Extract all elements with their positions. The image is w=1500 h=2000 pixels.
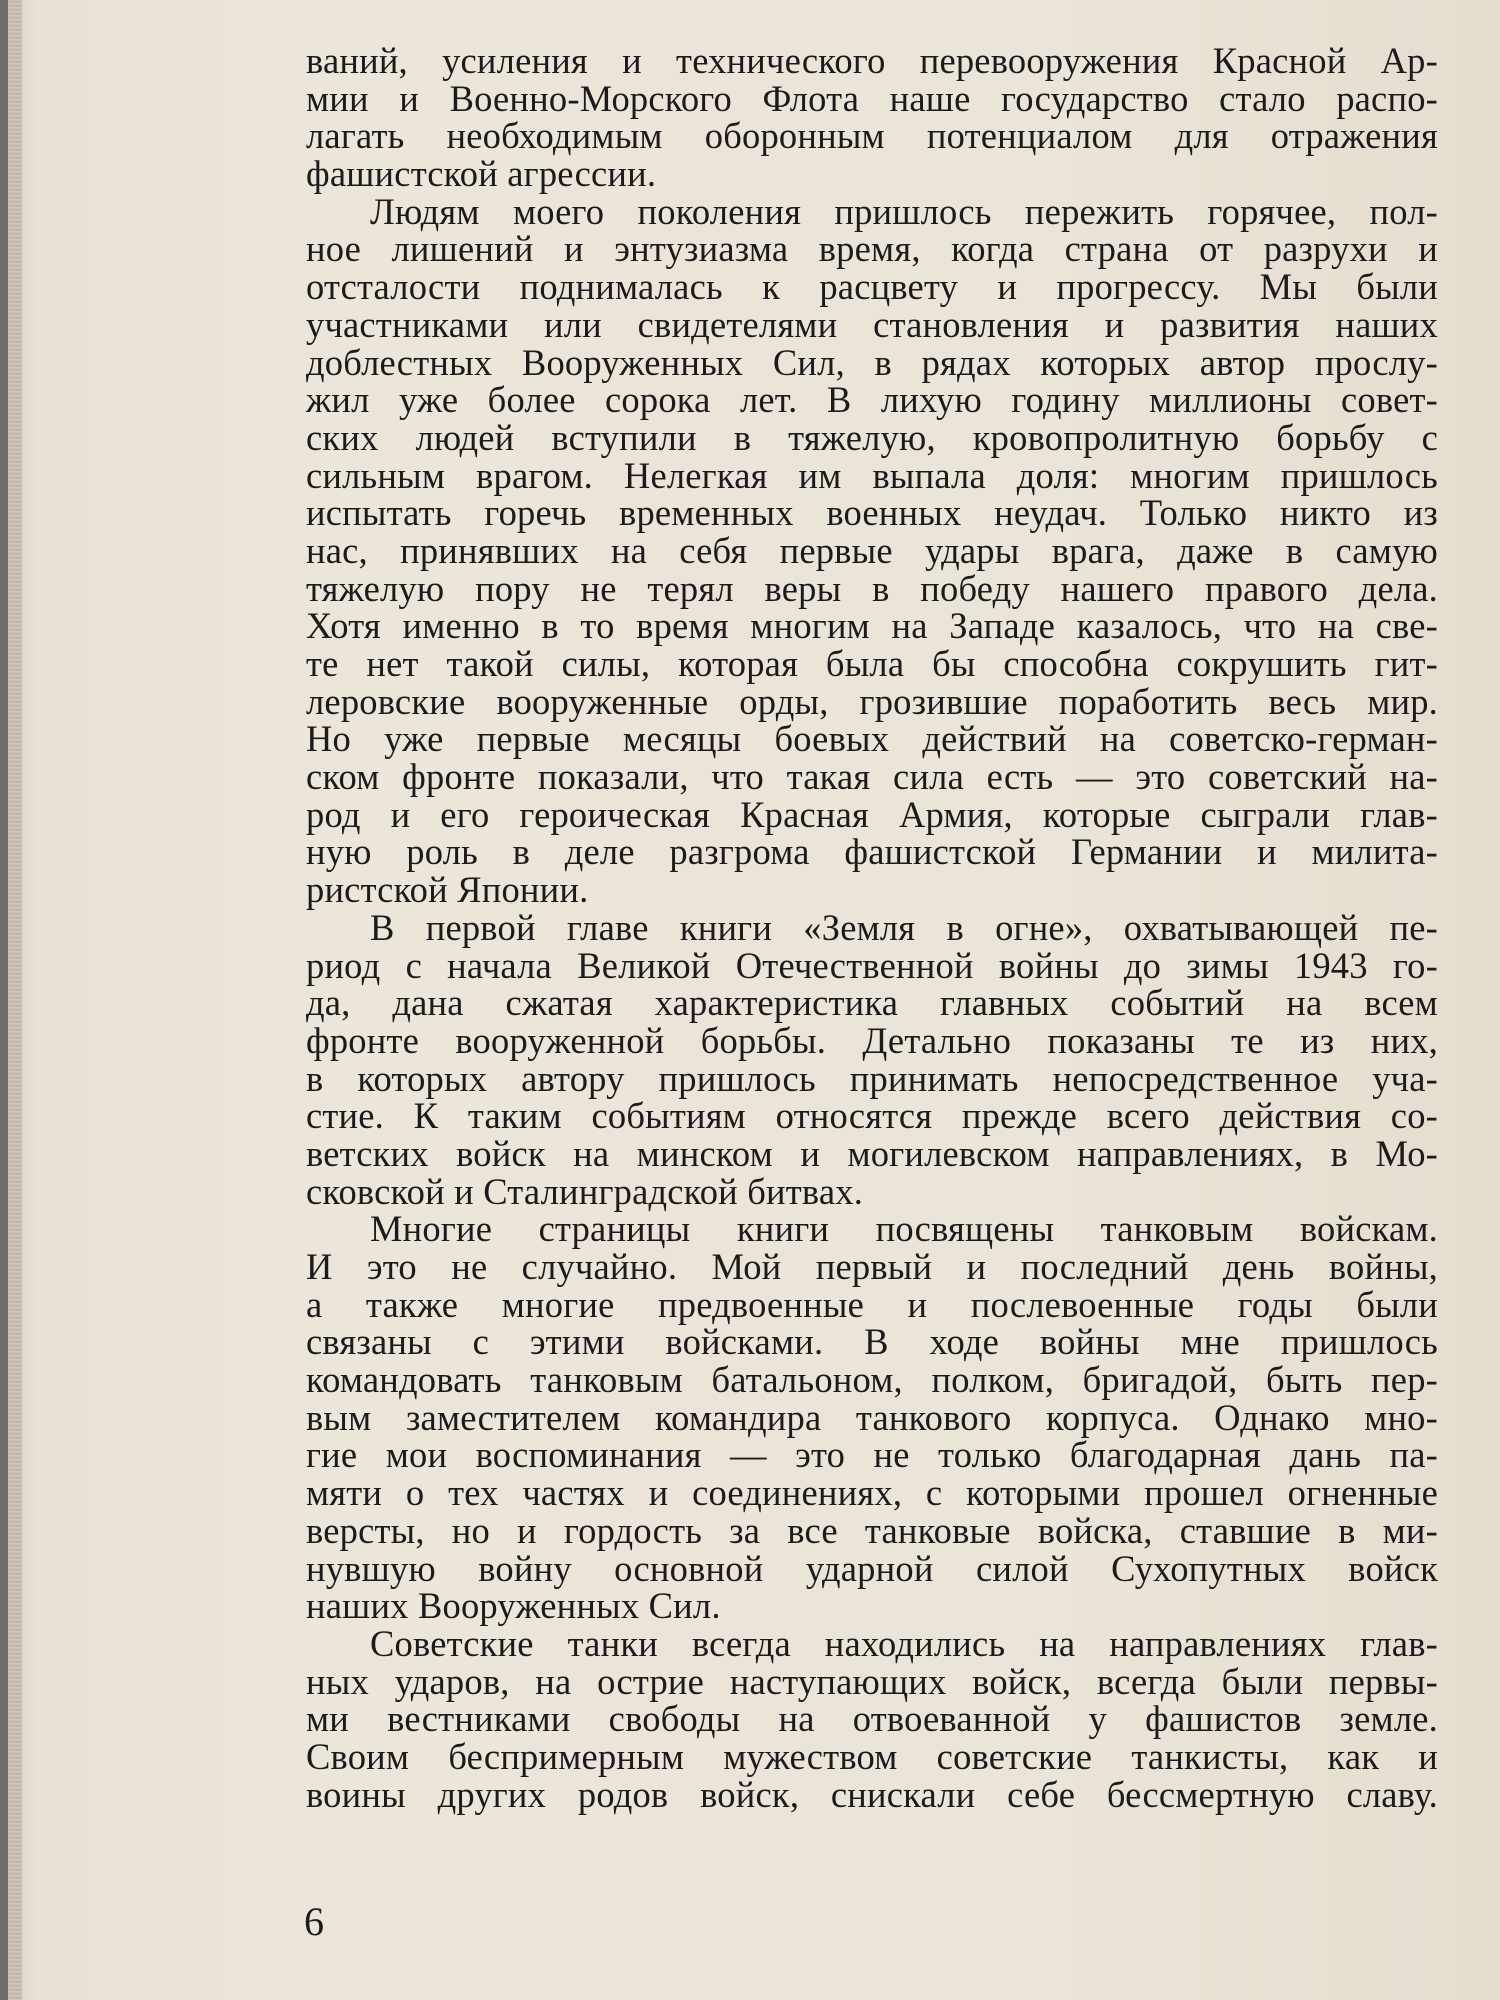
- text-line: Но уже первые месяцы боевых действий на советско-герман-: [306, 718, 1438, 760]
- text-line: ветских войск на минском и могилевском направлениях, в Мо-: [306, 1132, 1438, 1174]
- page-number: 6: [304, 1899, 324, 1944]
- text-line: фронте вооруженной борьбы. Детально показаны те из них,: [306, 1019, 1438, 1061]
- text-line: вым заместителем командира танкового корпуса. Однако мно-: [306, 1396, 1438, 1438]
- text-line: риод с начала Великой Отечественной войны до зимы 1943 го-: [306, 944, 1438, 986]
- text-line: наших Вооруженных Сил.: [306, 1585, 721, 1627]
- text-line: в которых автору пришлось принимать непосредственное уча-: [306, 1057, 1438, 1099]
- text-line: Многие страницы книги посвящены танковым войскам.: [370, 1208, 1438, 1250]
- text-line: Своим беспримерным мужеством советские танкисты, как и: [306, 1735, 1438, 1777]
- text-line: фашистской агрессии.: [306, 153, 657, 195]
- text-line: ваний, усиления и технического перевооружения Красной Ар-: [306, 40, 1438, 81]
- text-line: В первой главе книги «Земля в огне», охватывающей пе-: [370, 906, 1438, 948]
- text-line: И это не случайно. Мой первый и последний день войны,: [306, 1246, 1438, 1287]
- text-line: ную роль в деле разгрома фашистской Германии и милита-: [306, 831, 1438, 873]
- text-line: участниками или свидетелями становления и развития наших: [306, 303, 1438, 345]
- page-edge: [8, 0, 22, 2000]
- text-line: нувшую войну основной ударной силой Сухопутных войск: [306, 1547, 1438, 1589]
- text-line: те нет такой силы, которая была бы способна сокрушить гит-: [306, 643, 1438, 684]
- text-line: Советские танки всегда находились на направлениях глав-: [370, 1622, 1438, 1664]
- book-page: [8, 0, 1500, 2000]
- text-line: тяжелую пору не терял веры в победу нашего правого дела.: [306, 567, 1438, 609]
- text-line: мяти о тех частях и соединениях, с которыми прошел огненные: [306, 1472, 1438, 1514]
- text-line: ристской Японии.: [306, 869, 589, 911]
- text-line: жил уже более сорока лет. В лихую годину миллионы совет-: [306, 379, 1438, 421]
- text-line: испытать горечь временных военных неудач. Только никто из: [306, 492, 1438, 534]
- body-text: [306, 42, 1438, 1813]
- text-line: командовать танковым батальоном, полком, бригадой, быть пер-: [306, 1359, 1438, 1401]
- text-line: воины других родов войск, снискали себе бессмертную славу.: [306, 1773, 1438, 1815]
- text-line: отсталости поднималась к расцвету и прогрессу. Мы были: [306, 266, 1438, 308]
- text-line: доблестных Вооруженных Сил, в рядах которых автор прослу-: [306, 341, 1438, 383]
- text-line: Людям моего поколения пришлось пережить горячее, пол-: [370, 190, 1438, 232]
- text-line: ском фронте показали, что такая сила есть — это советский на-: [306, 756, 1438, 798]
- text-line: лагать необходимым оборонным потенциалом для отражения: [306, 115, 1438, 157]
- text-line: версты, но и гордость за все танковые войска, ставшие в ми-: [306, 1509, 1438, 1551]
- text-line: связаны с этими войсками. В ходе войны мне пришлось: [306, 1321, 1438, 1363]
- text-line: ми вестниками свободы на отвоеванной у фашистов земле.: [306, 1698, 1438, 1740]
- text-line: род и его героическая Красная Армия, которые сыграли глав-: [306, 793, 1438, 835]
- text-line: да, дана сжатая характеристика главных событий на всем: [306, 982, 1438, 1024]
- text-line: стие. К таким событиям относятся прежде всего действия со-: [306, 1095, 1438, 1137]
- text-line: ное лишений и энтузиазма время, когда страна от разрухи и: [306, 228, 1438, 270]
- text-line: сковской и Сталинградской битвах.: [306, 1170, 864, 1212]
- text-line: ных ударов, на острие наступающих войск, всегда были первы-: [306, 1660, 1438, 1702]
- text-line: мии и Военно-Морского Флота наше государство стало распо-: [306, 77, 1438, 119]
- text-line: леровские вооруженные орды, грозившие поработить весь мир.: [306, 680, 1438, 722]
- text-line: сильным врагом. Нелегкая им выпала доля: многим пришлось: [306, 454, 1438, 496]
- text-line: Хотя именно в то время многим на Западе казалось, что на све-: [306, 605, 1438, 647]
- text-line: гие мои воспоминания — это не только благодарная дань па-: [306, 1434, 1438, 1476]
- text-line: а также многие предвоенные и послевоенные годы были: [306, 1283, 1438, 1325]
- text-line: ских людей вступили в тяжелую, кровопролитную борьбу с: [306, 416, 1438, 458]
- text-line: нас, принявших на себя первые удары врага, даже в самую: [306, 529, 1438, 571]
